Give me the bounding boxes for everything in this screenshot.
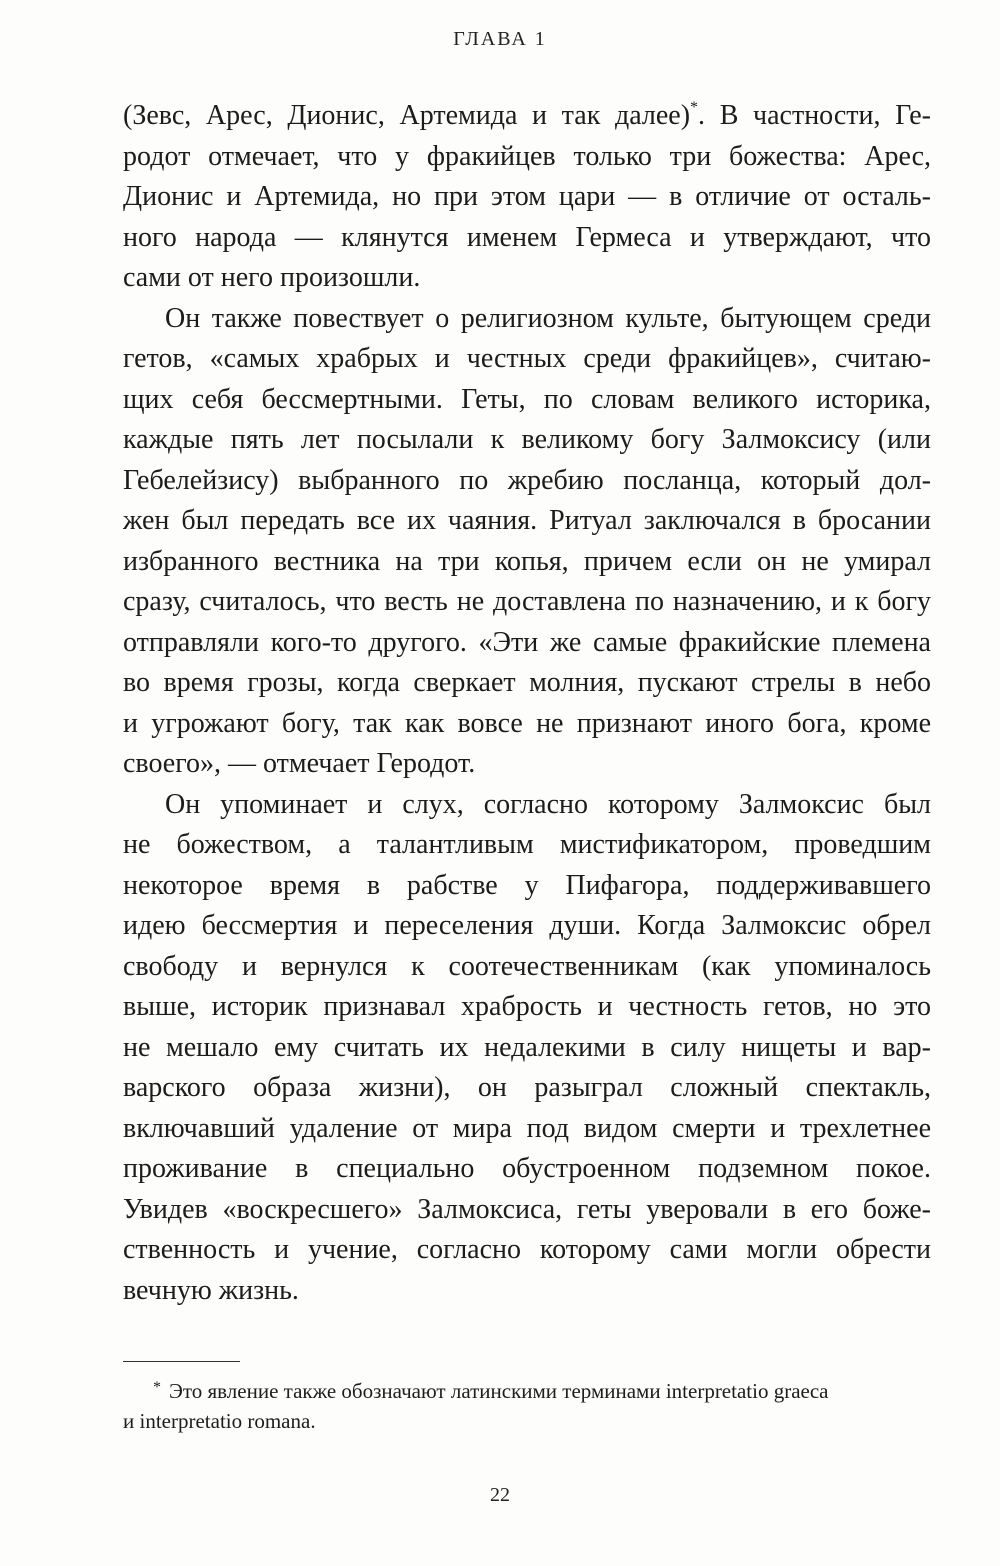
text-line: сразу, считалось, что весть не доставлена по назначению, и к богу <box>123 586 931 617</box>
text-line: Он упоминает и слух, согласно которому Залмоксис был <box>165 788 931 820</box>
text-line: избранного вестника на три копья, причем если он не умирал <box>123 545 931 577</box>
text-line: выше, историк признавал храбрость и честность гетов, но это <box>123 991 931 1022</box>
text-line: свободу и вернулся к соотечественникам (как упоминалось <box>123 950 931 982</box>
text-line: включавший удаление от мира под видом смерти и трехлетнее <box>123 1112 931 1144</box>
paragraph-1 <box>123 96 931 299</box>
text-line: отправляли кого-то другого. «Эти же самые фракийские племена <box>123 626 931 658</box>
text-line: не мешало ему считать их недалекими в силу нищеты и вар- <box>123 1031 931 1063</box>
page-number: 22 <box>490 1484 510 1506</box>
text-line: идею бессмертия и переселения души. Когда Залмоксис обрел <box>123 910 931 941</box>
text-line: гетов, «самых храбрых и честных среди фракийцев», считаю- <box>123 343 931 374</box>
text-line: варского образа жизни), он разыграл сложный спектакль, <box>123 1072 931 1103</box>
text-line: Увидев «воскресшего» Залмоксиса, геты уверовали в его боже- <box>123 1193 931 1225</box>
text-line: родот отмечает, что у фракийцев только три божества: Арес, <box>123 140 931 172</box>
text-line: Дионис и Артемида, но при этом цари — в отличие от осталь- <box>123 181 931 212</box>
text-line: ного народа — клянутся именем Гермеса и утверждают, что <box>123 221 931 253</box>
text-line: некоторое время в рабстве у Пифагора, поддерживавшего <box>123 869 931 901</box>
text-line: жен был передать все их чаяния. Ритуал заключался в бросании <box>123 505 931 536</box>
text-line: вечную жизнь. <box>123 1274 299 1306</box>
body-text <box>123 96 931 1311</box>
footnote-line: и interpretatio romana. <box>123 1409 316 1433</box>
text-line: проживание в специально обустроенном подземном покое. <box>123 1153 931 1184</box>
text-line: не божеством, а талантливым мистификатором, проведшим <box>123 829 931 860</box>
text-line: сами от него произошли. <box>123 262 421 293</box>
footnote <box>123 1376 931 1436</box>
footnote-divider <box>123 1361 240 1362</box>
paragraph-3 <box>123 785 931 1312</box>
text-line: своего», — отмечает Геродот. <box>123 748 476 779</box>
footnote-line: * Это явление также обозначают латинскими терминами interpretatio graeca <box>153 1379 829 1403</box>
running-head: ГЛАВА 1 <box>453 28 547 50</box>
text-line: Гебелейзису) выбранного по жребию посланца, который дол- <box>123 464 931 496</box>
text-line: во время грозы, когда сверкает молния, пускают стрелы в небо <box>123 667 931 698</box>
paragraph-2 <box>123 299 931 785</box>
text-line: щих себя бессмертными. Геты, по словам великого историка, <box>123 383 931 415</box>
text-line: ственность и учение, согласно которому сами могли обрести <box>123 1234 931 1265</box>
footnote-reference[interactable]: * <box>690 99 699 116</box>
text-line: (Зевс, Арес, Дионис, Артемида и так далее)*. В частности, Ге- <box>123 99 931 131</box>
text-line: Он также повествует о религиозном культе, бытующем среди <box>165 302 931 334</box>
text-line: каждые пять лет посылали к великому богу Залмоксису (или <box>123 424 931 455</box>
text-line: и угрожают богу, так как вовсе не признают иного бога, кроме <box>123 707 931 739</box>
